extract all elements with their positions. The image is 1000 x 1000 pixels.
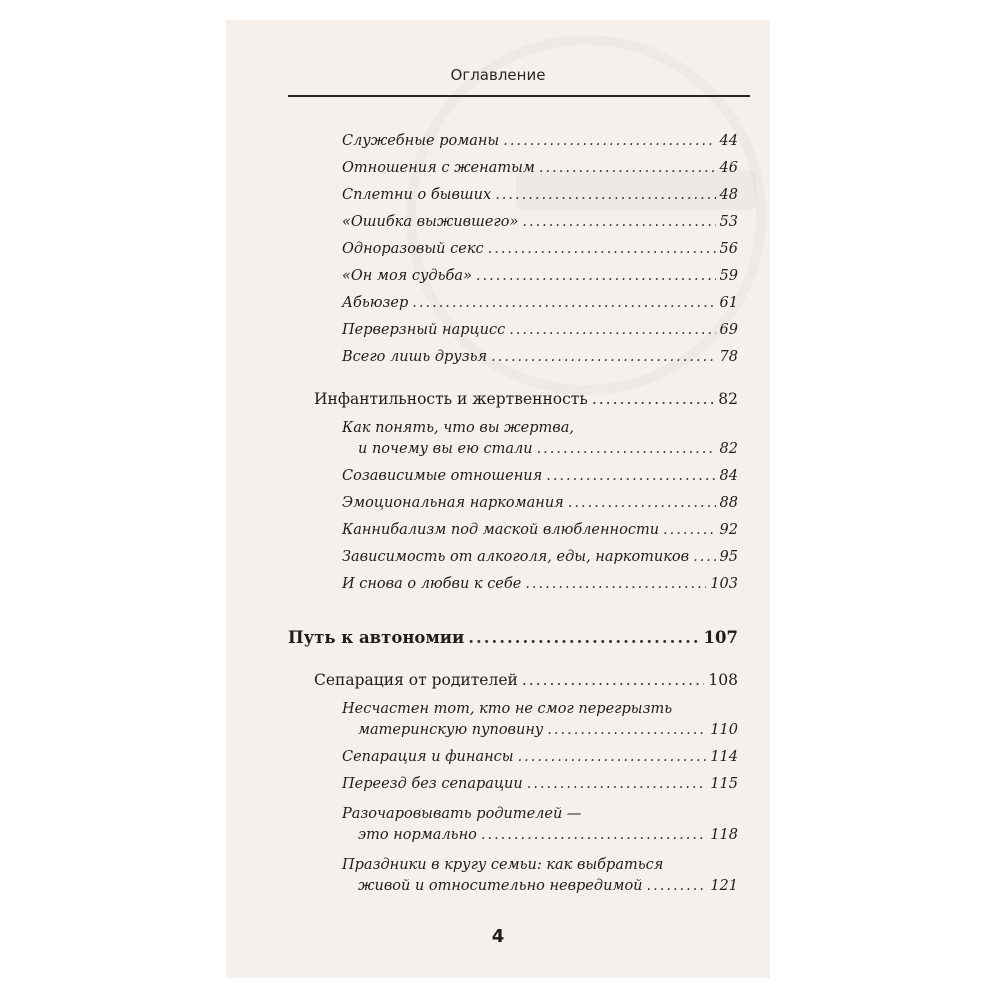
toc-entry: Сплетни о бывших ..... 48 xyxy=(342,185,738,205)
table-of-contents xyxy=(226,20,770,978)
toc-entry: «Ошибка выжившего» ..... 53 xyxy=(342,212,738,232)
toc-entry: это нормально ..... 118 xyxy=(358,825,738,845)
toc-section: Инфантильность и жертвенность ..... 82 xyxy=(314,389,738,409)
toc-entry-first-line: Праздники в кругу семьи: как выбраться xyxy=(342,857,664,873)
toc-entry: Переезд без сепарации ..... 115 xyxy=(342,774,738,794)
toc-entry: и почему вы ею стали ..... 82 xyxy=(358,439,738,459)
toc-entry: Зависимость от алкоголя, еды, наркотиков ..... 95 xyxy=(342,547,738,567)
toc-entry: Всего лишь друзья ..... 78 xyxy=(342,347,738,367)
toc-entry: «Он моя судьба» ..... 59 xyxy=(342,266,738,286)
toc-entry: материнскую пуповину ..... 110 xyxy=(358,720,738,740)
toc-entry-first-line: Несчастен тот, кто не смог перегрызть xyxy=(342,701,673,717)
toc-entry: Созависимые отношения ..... 84 xyxy=(342,466,738,486)
toc-section: Сепарация от родителей ..... 108 xyxy=(314,670,738,690)
toc-chapter: Путь к автономии ..... 107 xyxy=(288,628,738,648)
toc-entry-first-line: Как понять, что вы жертва, xyxy=(342,420,574,436)
toc-entry: живой и относительно невредимой ..... 121 xyxy=(358,876,738,896)
toc-entry: Отношения с женатым ..... 46 xyxy=(342,158,738,178)
toc-entry: Сепарация и финансы ..... 114 xyxy=(342,747,738,767)
page-number: 4 xyxy=(491,926,505,947)
toc-entry: Эмоциональная наркомания ..... 88 xyxy=(342,493,738,513)
toc-entry: Служебные романы ..... 44 xyxy=(342,131,738,151)
toc-entry: Перверзный нарцисс ..... 69 xyxy=(342,320,738,340)
toc-entry: И снова о любви к себе ..... 103 xyxy=(342,574,738,594)
toc-entry-first-line: Разочаровывать родителей — xyxy=(342,806,582,822)
toc-entry: Одноразовый секс ..... 56 xyxy=(342,239,738,259)
toc-entry: Каннибализм под маской влюбленности ..... 92 xyxy=(342,520,738,540)
toc-entry: Абьюзер ..... 61 xyxy=(342,293,738,313)
book-page xyxy=(226,20,770,978)
running-header: Оглавление xyxy=(450,66,546,84)
